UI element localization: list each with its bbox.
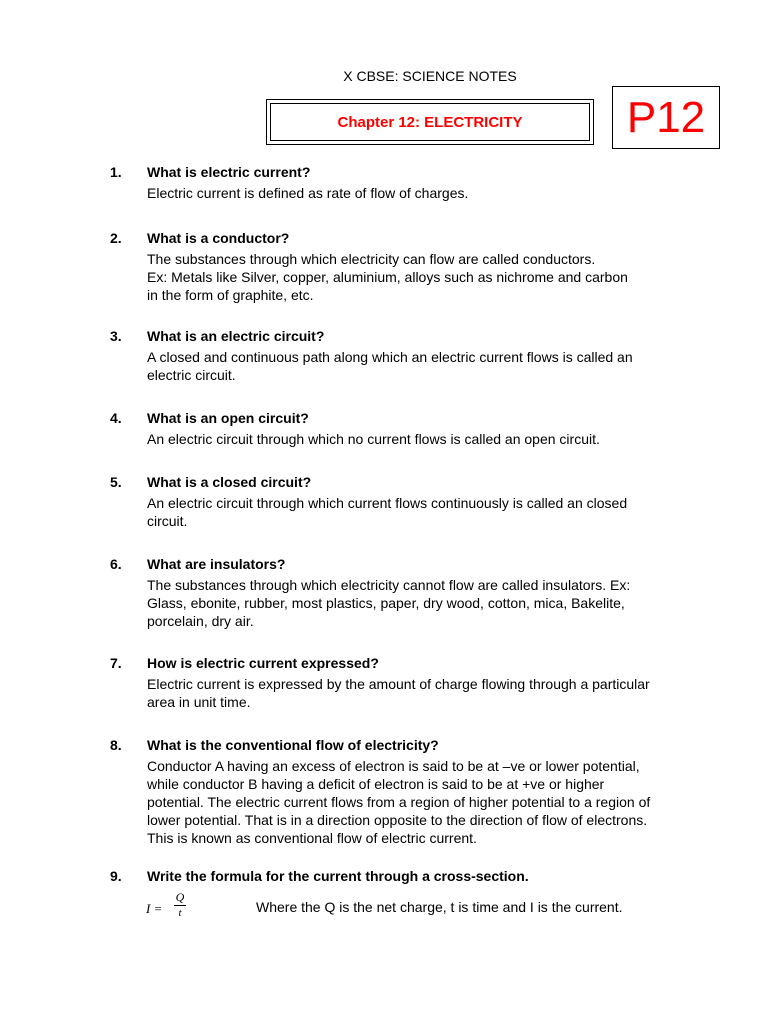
formula-lhs: I =	[146, 901, 163, 916]
answer-line: Electric current is defined as rate of flow of charges.	[147, 185, 469, 201]
fraction-bar	[174, 905, 186, 906]
answer-text	[147, 250, 707, 304]
question-number: 4.	[110, 410, 122, 426]
question-number: 1.	[110, 164, 122, 180]
answer-line: porcelain, dry air.	[147, 613, 254, 629]
question-number: 8.	[110, 737, 122, 753]
answer-line: in the form of graphite, etc.	[147, 287, 314, 303]
answer-line: An electric circuit through which current flows continuously is called an closed	[147, 495, 628, 511]
answer-line: Conductor A having an excess of electron is said to be at –ve or lower potential,	[147, 758, 640, 774]
answer-line: The substances through which electricity can flow are called conductors.	[147, 251, 596, 267]
question-number: 6.	[110, 556, 122, 572]
answer-text	[147, 757, 707, 847]
answer-line: A closed and continuous path along which an electric current flows is called an	[147, 349, 633, 365]
question-number: 5.	[110, 474, 122, 490]
current-formula	[146, 890, 206, 930]
answer-text	[147, 348, 707, 384]
answer-line: area in unit time.	[147, 694, 251, 710]
answer-line: circuit.	[147, 513, 188, 529]
formula-denominator: t	[178, 907, 182, 919]
question-number: 7.	[110, 655, 122, 671]
formula-description: Where the Q is the net charge, t is time and I is the current.	[256, 899, 623, 915]
answer-line: Electric current is expressed by the amount of charge flowing through a particular	[147, 676, 650, 692]
question-text: What is the conventional flow of electricity?	[147, 737, 439, 753]
document-header: X CBSE: SCIENCE NOTES	[343, 68, 517, 84]
question-text: Write the formula for the current through a cross-section.	[147, 868, 529, 884]
answer-text	[147, 675, 707, 711]
answer-text	[147, 494, 707, 530]
answer-line: An electric circuit through which no current flows is called an open circuit.	[147, 431, 600, 447]
question-number: 2.	[110, 230, 122, 246]
answer-line: while conductor B having a deficit of electron is said to be at +ve or higher	[147, 776, 605, 792]
answer-text	[147, 430, 707, 448]
question-number: 3.	[110, 328, 122, 344]
answer-line: electric circuit.	[147, 367, 236, 383]
answer-line: Glass, ebonite, rubber, most plastics, paper, dry wood, cotton, mica, Bakelite,	[147, 595, 625, 611]
question-text: How is electric current expressed?	[147, 655, 379, 671]
formula-numerator: Q	[175, 890, 185, 904]
chapter-title: Chapter 12: ELECTRICITY	[337, 113, 523, 131]
question-text: What are insulators?	[147, 556, 286, 572]
question-text: What is a closed circuit?	[147, 474, 312, 490]
question-text: What is a conductor?	[147, 230, 290, 246]
answer-line: Ex: Metals like Silver, copper, aluminium, alloys such as nichrome and carbon	[147, 269, 628, 285]
answer-line: potential. The electric current flows from a region of higher potential to a region of	[147, 794, 651, 810]
answer-text	[147, 576, 707, 630]
chapter-title-box	[266, 99, 594, 145]
question-text: What is electric current?	[147, 164, 311, 180]
question-text: What is an electric circuit?	[147, 328, 325, 344]
page-badge: P12	[612, 86, 720, 149]
formula-fraction	[174, 890, 186, 920]
question-text: What is an open circuit?	[147, 410, 309, 426]
answer-line: lower potential. That is in a direction opposite to the direction of flow of electrons.	[147, 812, 648, 828]
answer-line: This is known as conventional flow of electric current.	[147, 830, 477, 846]
question-number: 9.	[110, 868, 122, 884]
answer-line: The substances through which electricity cannot flow are called insulators. Ex:	[147, 577, 631, 593]
answer-text	[147, 184, 707, 202]
